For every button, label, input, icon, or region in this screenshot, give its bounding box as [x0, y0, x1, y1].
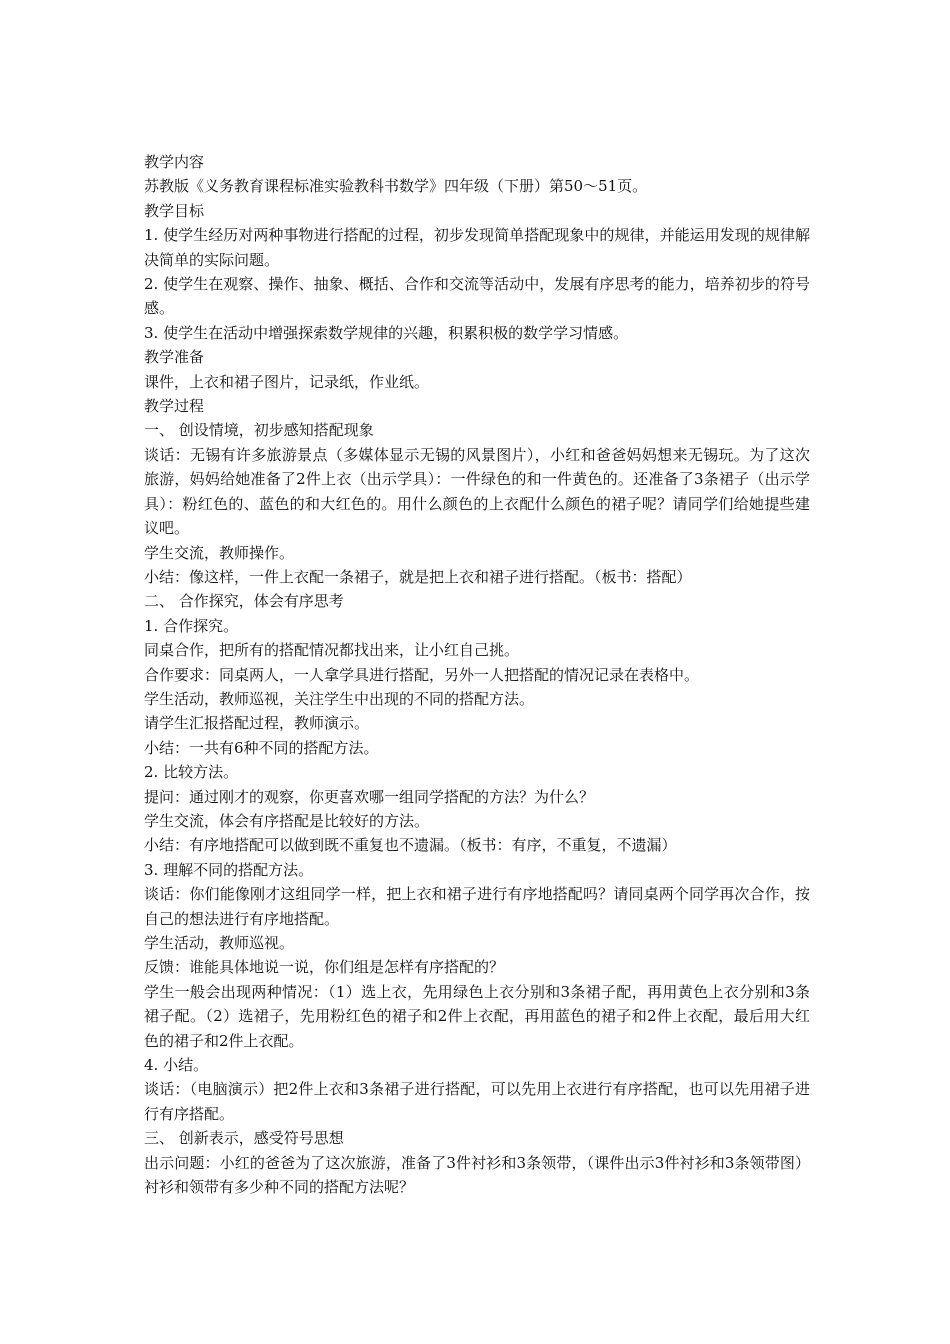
- textbook-reference: 苏教版《义务教育课程标准实验教科书数学》四年级（下册）第50～51页。: [144, 177, 648, 196]
- subheading-compare: 2. 比较方法。: [144, 763, 239, 782]
- paragraph-question: 提问：通过刚才的观察，你更喜欢哪一组同学搭配的方法？为什么？: [144, 787, 595, 806]
- paragraph-intro-talk: 谈话：无锡有许多旅游景点（多媒体显示无锡的风景图片），小红和爸爸妈妈想来无锡玩。为了这次旅游，妈妈给她准备了2件上衣（出示学具）：一件绿色的和一件黄色的。还准备了3条裙子（出示学具）：粉红色的、蓝色的和大红色的。用什么颜色的上衣配什么颜色的裙子呢？请同学们给她提些建议吧。: [144, 445, 810, 538]
- heading-teaching-goals: 教学目标: [144, 201, 205, 220]
- document-body: [144, 150, 810, 1199]
- paragraph-problem: 出示问题：小红的爸爸为了这次旅游，准备了3件衬衫和3条领带，（课件出示3件衬衫和3条领带图）衬衫和领带有多少种不同的搭配方法呢？: [144, 1153, 810, 1197]
- goal-2: 2. 使学生在观察、操作、抽象、概括、合作和交流等活动中，发展有序思考的能力，培养初步的符号感。: [144, 275, 810, 318]
- paragraph-summary-3: 小结：有序地搭配可以做到既不重复也不遗漏。（板书：有序，不重复，不遗漏）: [144, 836, 677, 855]
- subheading-understand: 3. 理解不同的搭配方法。: [144, 860, 314, 879]
- subheading-summary: 4. 小结。: [144, 1056, 209, 1075]
- goal-3: 3. 使学生在活动中增强探索数学规律的兴趣，积累积极的数学学习情感。: [144, 323, 629, 342]
- preparation-materials: 课件，上衣和裙子图片，记录纸，作业纸。: [144, 372, 430, 391]
- paragraph-two-cases: 学生一般会出现两种情况：（1）选上衣，先用绿色上衣分别和3条裙子配，再用黄色上衣分别和3条裙子配。（2）选裙子，先用粉红色的裙子和2件上衣配，再用蓝色的裙子和2件上衣配，最后用大红色的裙子和2件上衣配。: [144, 982, 810, 1050]
- paragraph-talk-3: 谈话：（电脑演示）把2件上衣和3条裙子进行搭配，可以先用上衣进行有序搭配，也可以先用裙子进行有序搭配。: [144, 1080, 810, 1123]
- paragraph-requirements: 合作要求：同桌两人，一人拿学具进行搭配，另外一人把搭配的情况记录在表格中。: [144, 665, 700, 684]
- paragraph-feedback: 反馈：谁能具体地说一说，你们组是怎样有序搭配的？: [144, 958, 505, 977]
- paragraph-activity-2: 学生活动，教师巡视。: [144, 934, 295, 952]
- heading-teaching-content: 教学内容: [144, 153, 205, 171]
- paragraph-summary-1: 小结：像这样，一件上衣配一条裙子，就是把上衣和裙子进行搭配。（板书：搭配）: [144, 567, 692, 586]
- paragraph-student-exchange: 学生交流，教师操作。: [144, 543, 295, 562]
- section-2-title: 二、 合作探究，体会有序思考: [144, 592, 344, 611]
- section-3-title: 三、 创新表示，感受符号思想: [144, 1129, 344, 1148]
- heading-teaching-preparation: 教学准备: [144, 348, 205, 367]
- paragraph-summary-2: 小结：一共有6种不同的搭配方法。: [144, 738, 379, 757]
- section-1-title: 一、 创设情境，初步感知搭配现象: [144, 421, 374, 440]
- paragraph-talk-2: 谈话：你们能像刚才这组同学一样，把上衣和裙子进行有序地搭配吗？请同桌两个同学再次合作，按自己的想法进行有序地搭配。: [144, 885, 810, 928]
- heading-teaching-process: 教学过程: [144, 397, 205, 416]
- paragraph-student-activity: 学生活动，教师巡视，关注学生中出现的不同的搭配方法。: [144, 689, 535, 708]
- goal-1: 1. 使学生经历对两种事物进行搭配的过程，初步发现简单搭配现象中的规律，并能运用发现的规律解决简单的实际问题。: [144, 226, 810, 269]
- subheading-cooperation: 1. 合作探究。: [144, 616, 239, 635]
- paragraph-desk-mates: 同桌合作，把所有的搭配情况都找出来，让小红自己挑。: [144, 641, 520, 660]
- paragraph-exchange-2: 学生交流，体会有序搭配是比较好的方法。: [144, 811, 430, 830]
- paragraph-report: 请学生汇报搭配过程，教师演示。: [144, 714, 370, 733]
